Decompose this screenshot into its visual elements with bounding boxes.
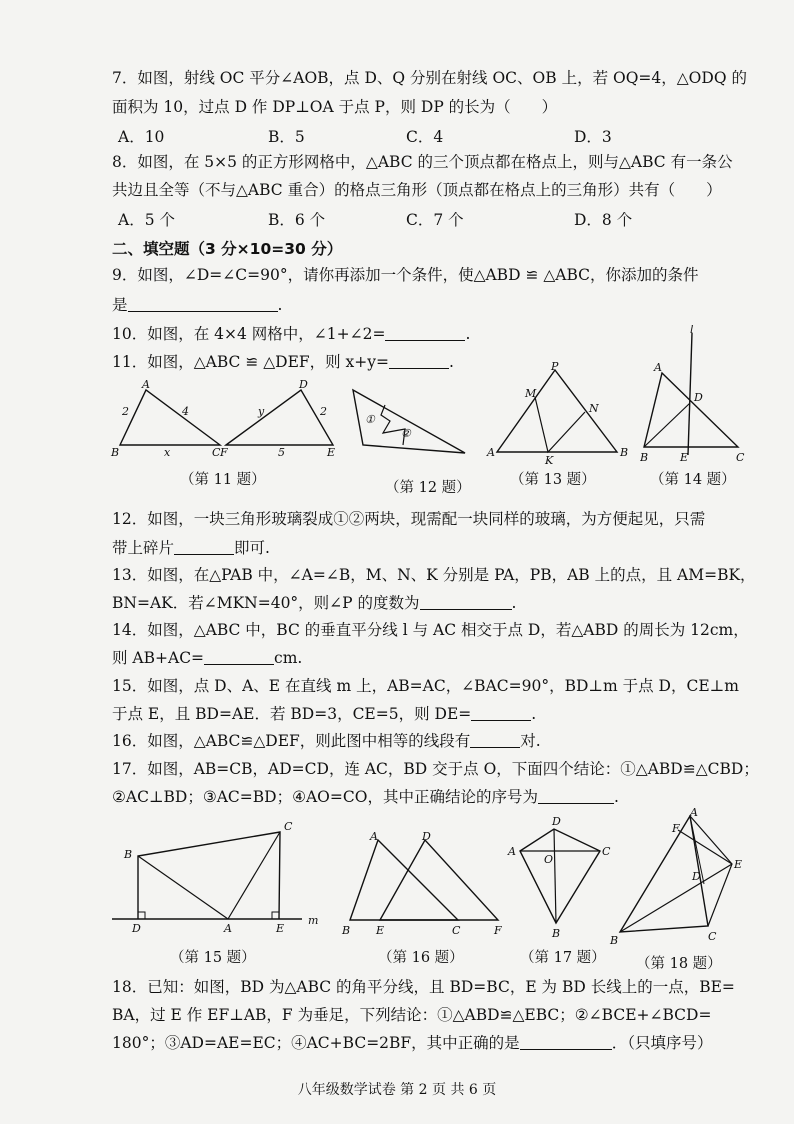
figure-15 bbox=[112, 818, 327, 936]
figure-16 bbox=[340, 830, 505, 940]
q15-end: . bbox=[531, 705, 537, 723]
q18-end: ．（只填序号） bbox=[611, 1034, 713, 1052]
q10-end: . bbox=[465, 325, 471, 343]
fig15-label-b: B bbox=[124, 848, 133, 861]
fig15-label-e: E bbox=[276, 922, 285, 935]
q12-text: 带上碎片 bbox=[112, 539, 175, 557]
q18-answer-blank[interactable] bbox=[520, 1035, 612, 1050]
fig17-label-o: O bbox=[544, 853, 554, 866]
fig17-label-d: D bbox=[552, 815, 561, 828]
fig14-label-b: B bbox=[640, 451, 649, 464]
fig11-label-2: 2 bbox=[122, 405, 129, 418]
q14-end: cm. bbox=[274, 649, 303, 667]
q13-line2 bbox=[112, 593, 742, 613]
q10-text: 10．如图，在 4×4 网格中，∠1+∠2= bbox=[112, 325, 386, 343]
fig16-label-c: C bbox=[452, 924, 461, 937]
page-footer: 八年级数学试卷 第 2 页 共 6 页 bbox=[297, 1082, 497, 1098]
caption-16: （第 16 题） bbox=[378, 950, 464, 966]
fig18-label-b: B bbox=[610, 934, 619, 947]
q9-line2 bbox=[112, 295, 742, 315]
fig11-label-e: E bbox=[327, 446, 336, 459]
fig11-label-b: B bbox=[111, 446, 120, 459]
fig11-label-d: D bbox=[299, 380, 308, 391]
q7-line2: 面积为 10，过点 D 作 DP⊥OA 于点 P，则 DP 的长为（ ） bbox=[112, 98, 558, 116]
fig14-label-e: E bbox=[680, 451, 689, 464]
q9-line1: 9．如图，∠D=∠C=90°，请你再添加一个条件，使△ABD ≌ △ABC，你添加的条件 bbox=[112, 266, 699, 284]
q14-text: 则 AB+AC= bbox=[112, 649, 205, 667]
fig18-label-f: F bbox=[672, 822, 680, 835]
q7-option-b: B．5 bbox=[268, 128, 305, 146]
fig15-label-d: D bbox=[132, 922, 141, 935]
fig14-label-a: A bbox=[654, 361, 662, 374]
fig16-label-f: F bbox=[494, 924, 502, 937]
fig11-label-2b: 2 bbox=[320, 405, 327, 418]
q18-line1: 18．已知：如图，BD 为△ABC 的角平分线，且 BD=BC，E 为 BD 长线上的一点，BE= bbox=[112, 978, 735, 996]
q12-end: 即可. bbox=[234, 539, 270, 557]
q16 bbox=[112, 731, 742, 751]
q7-line1: 7．如图，射线 OC 平分∠AOB，点 D、Q 分别在射线 OC、OB 上，若 OQ=4，△ODQ 的 bbox=[112, 69, 747, 87]
caption-12: （第 12 题） bbox=[385, 480, 471, 496]
caption-11: （第 11 题） bbox=[180, 472, 266, 488]
figure-17 bbox=[506, 815, 616, 940]
fig17-label-a: A bbox=[508, 845, 516, 858]
q17-answer-blank[interactable] bbox=[538, 789, 614, 804]
fig12-label-2: ② bbox=[401, 427, 411, 440]
fig14-label-l: l bbox=[690, 325, 694, 336]
fig16-label-a: A bbox=[370, 830, 378, 843]
q14-line1: 14．如图，△ABC 中，BC 的垂直平分线 l 与 AC 相交于点 D，若△ABD 的周长为 12cm， bbox=[112, 621, 749, 639]
q15-text: 于点 E，且 BD=AE．若 BD=3，CE=5，则 DE= bbox=[112, 705, 472, 723]
q8-line2: 共边且全等（不与△ABC 重合）的格点三角形（顶点都在格点上的三角形）共有（ ） bbox=[112, 181, 722, 199]
fig11-label-x: x bbox=[164, 446, 171, 459]
q18-line3 bbox=[112, 1033, 742, 1053]
fig13-label-n: N bbox=[589, 402, 599, 415]
fig16-label-b: B bbox=[342, 924, 351, 937]
fig11-label-c: C bbox=[212, 446, 221, 459]
q8-line1: 8．如图，在 5×5 的正方形网格中，△ABC 的三个顶点都在格点上，则与△ABC 有一条公 bbox=[112, 153, 733, 171]
q13-line1: 13．如图，在△PAB 中，∠A=∠B，M、N、K 分别是 PA，PB，AB 上的点，且 AM=BK， bbox=[112, 566, 756, 584]
q15-line2 bbox=[112, 704, 742, 724]
fig16-label-e: E bbox=[376, 924, 385, 937]
q17-end: . bbox=[613, 788, 619, 806]
fig17-label-c: C bbox=[602, 845, 611, 858]
fig11-label-5: 5 bbox=[278, 446, 285, 459]
fig14-label-c: C bbox=[736, 451, 745, 464]
q13-text: BN=AK．若∠MKN=40°，则∠P 的度数为 bbox=[112, 594, 420, 612]
section-title: 二、填空题（3 分×10=30 分） bbox=[112, 240, 343, 258]
figure-11 bbox=[108, 380, 338, 460]
q9-end: . bbox=[277, 296, 283, 314]
q11-answer-blank[interactable] bbox=[389, 354, 449, 369]
q16-end: 对. bbox=[520, 732, 541, 750]
figure-12 bbox=[345, 385, 470, 465]
fig14-label-d: D bbox=[694, 391, 703, 404]
q12-line1: 12．如图，一块三角形玻璃裂成①②两块，现需配一块同样的玻璃，为方便起见，只需 bbox=[112, 510, 706, 528]
fig11-label-f: F bbox=[220, 446, 228, 459]
fig11-label-a: A bbox=[142, 380, 150, 391]
caption-13: （第 13 题） bbox=[510, 472, 596, 488]
q17-text: ②AC⊥BD；③AC=BD；④AO=CO，其中正确结论的序号为 bbox=[112, 788, 538, 806]
q15-line1: 15．如图，点 D、A、E 在直线 m 上，AB=AC，∠BAC=90°，BD⊥m 于点 D，CE⊥m bbox=[112, 677, 739, 695]
q9-text: 是 bbox=[112, 296, 128, 314]
figure-18 bbox=[606, 808, 756, 948]
q8-option-d: D．8 个 bbox=[574, 211, 633, 229]
q16-answer-blank[interactable] bbox=[470, 733, 520, 748]
q8-option-a: A．5 个 bbox=[118, 211, 175, 229]
fig16-label-d: D bbox=[422, 830, 431, 843]
fig11-label-4: 4 bbox=[182, 405, 189, 418]
figure-14 bbox=[640, 325, 750, 465]
q12-answer-blank[interactable] bbox=[174, 540, 234, 555]
fig15-label-a: A bbox=[224, 922, 232, 935]
q9-answer-blank[interactable] bbox=[128, 297, 278, 312]
q12-line2 bbox=[112, 538, 742, 558]
caption-15: （第 15 题） bbox=[170, 950, 256, 966]
figure-13 bbox=[485, 362, 635, 467]
q17-line1: 17．如图，AB=CB，AD=CD，连 AC，BD 交于点 O，下面四个结论：①△ABD≌△CBD； bbox=[112, 760, 759, 778]
q14-answer-blank[interactable] bbox=[204, 650, 274, 665]
q11-text: 11．如图，△ABC ≌ △DEF，则 x+y= bbox=[112, 353, 390, 371]
q18-text: 180°；③AD=AE=EC；④AC+BC=2BF，其中正确的是 bbox=[112, 1034, 520, 1052]
q11-end: . bbox=[449, 353, 454, 371]
fig13-label-b: B bbox=[620, 446, 629, 459]
caption-18: （第 18 题） bbox=[636, 956, 722, 972]
fig17-label-b: B bbox=[552, 927, 561, 940]
fig15-label-m: m bbox=[308, 914, 319, 927]
q18-line2: BA，过 E 作 EF⊥AB，F 为垂足，下列结论：①△ABD≌△EBC；②∠BCE+∠BCD= bbox=[112, 1006, 712, 1024]
fig13-label-p: P bbox=[551, 362, 559, 373]
fig18-label-d: D bbox=[692, 870, 701, 883]
fig18-label-a: A bbox=[690, 808, 698, 819]
q17-line2 bbox=[112, 787, 742, 807]
q10-answer-blank[interactable] bbox=[385, 326, 465, 341]
q16-text: 16．如图，△ABC≌△DEF，则此图中相等的线段有 bbox=[112, 732, 471, 750]
q7-option-a: A．10 bbox=[118, 128, 165, 146]
q14-line2 bbox=[112, 648, 742, 668]
fig15-label-c: C bbox=[284, 820, 293, 833]
q13-end: . bbox=[511, 594, 517, 612]
q15-answer-blank[interactable] bbox=[471, 706, 531, 721]
caption-14: （第 14 题） bbox=[650, 472, 736, 488]
fig12-label-1: ① bbox=[365, 413, 375, 426]
fig18-label-c: C bbox=[708, 930, 717, 943]
q7-option-d: D．3 bbox=[574, 128, 612, 146]
fig13-label-k: K bbox=[545, 454, 554, 467]
q13-answer-blank[interactable] bbox=[420, 595, 512, 610]
caption-17: （第 17 题） bbox=[520, 950, 606, 966]
fig13-label-a: A bbox=[487, 446, 495, 459]
q7-option-c: C．4 bbox=[406, 128, 444, 146]
fig13-label-m: M bbox=[525, 387, 537, 400]
q8-option-b: B．6 个 bbox=[268, 211, 326, 229]
fig11-label-y: y bbox=[258, 405, 265, 418]
fig18-label-e: E bbox=[734, 858, 743, 871]
q8-option-c: C．7 个 bbox=[406, 211, 464, 229]
